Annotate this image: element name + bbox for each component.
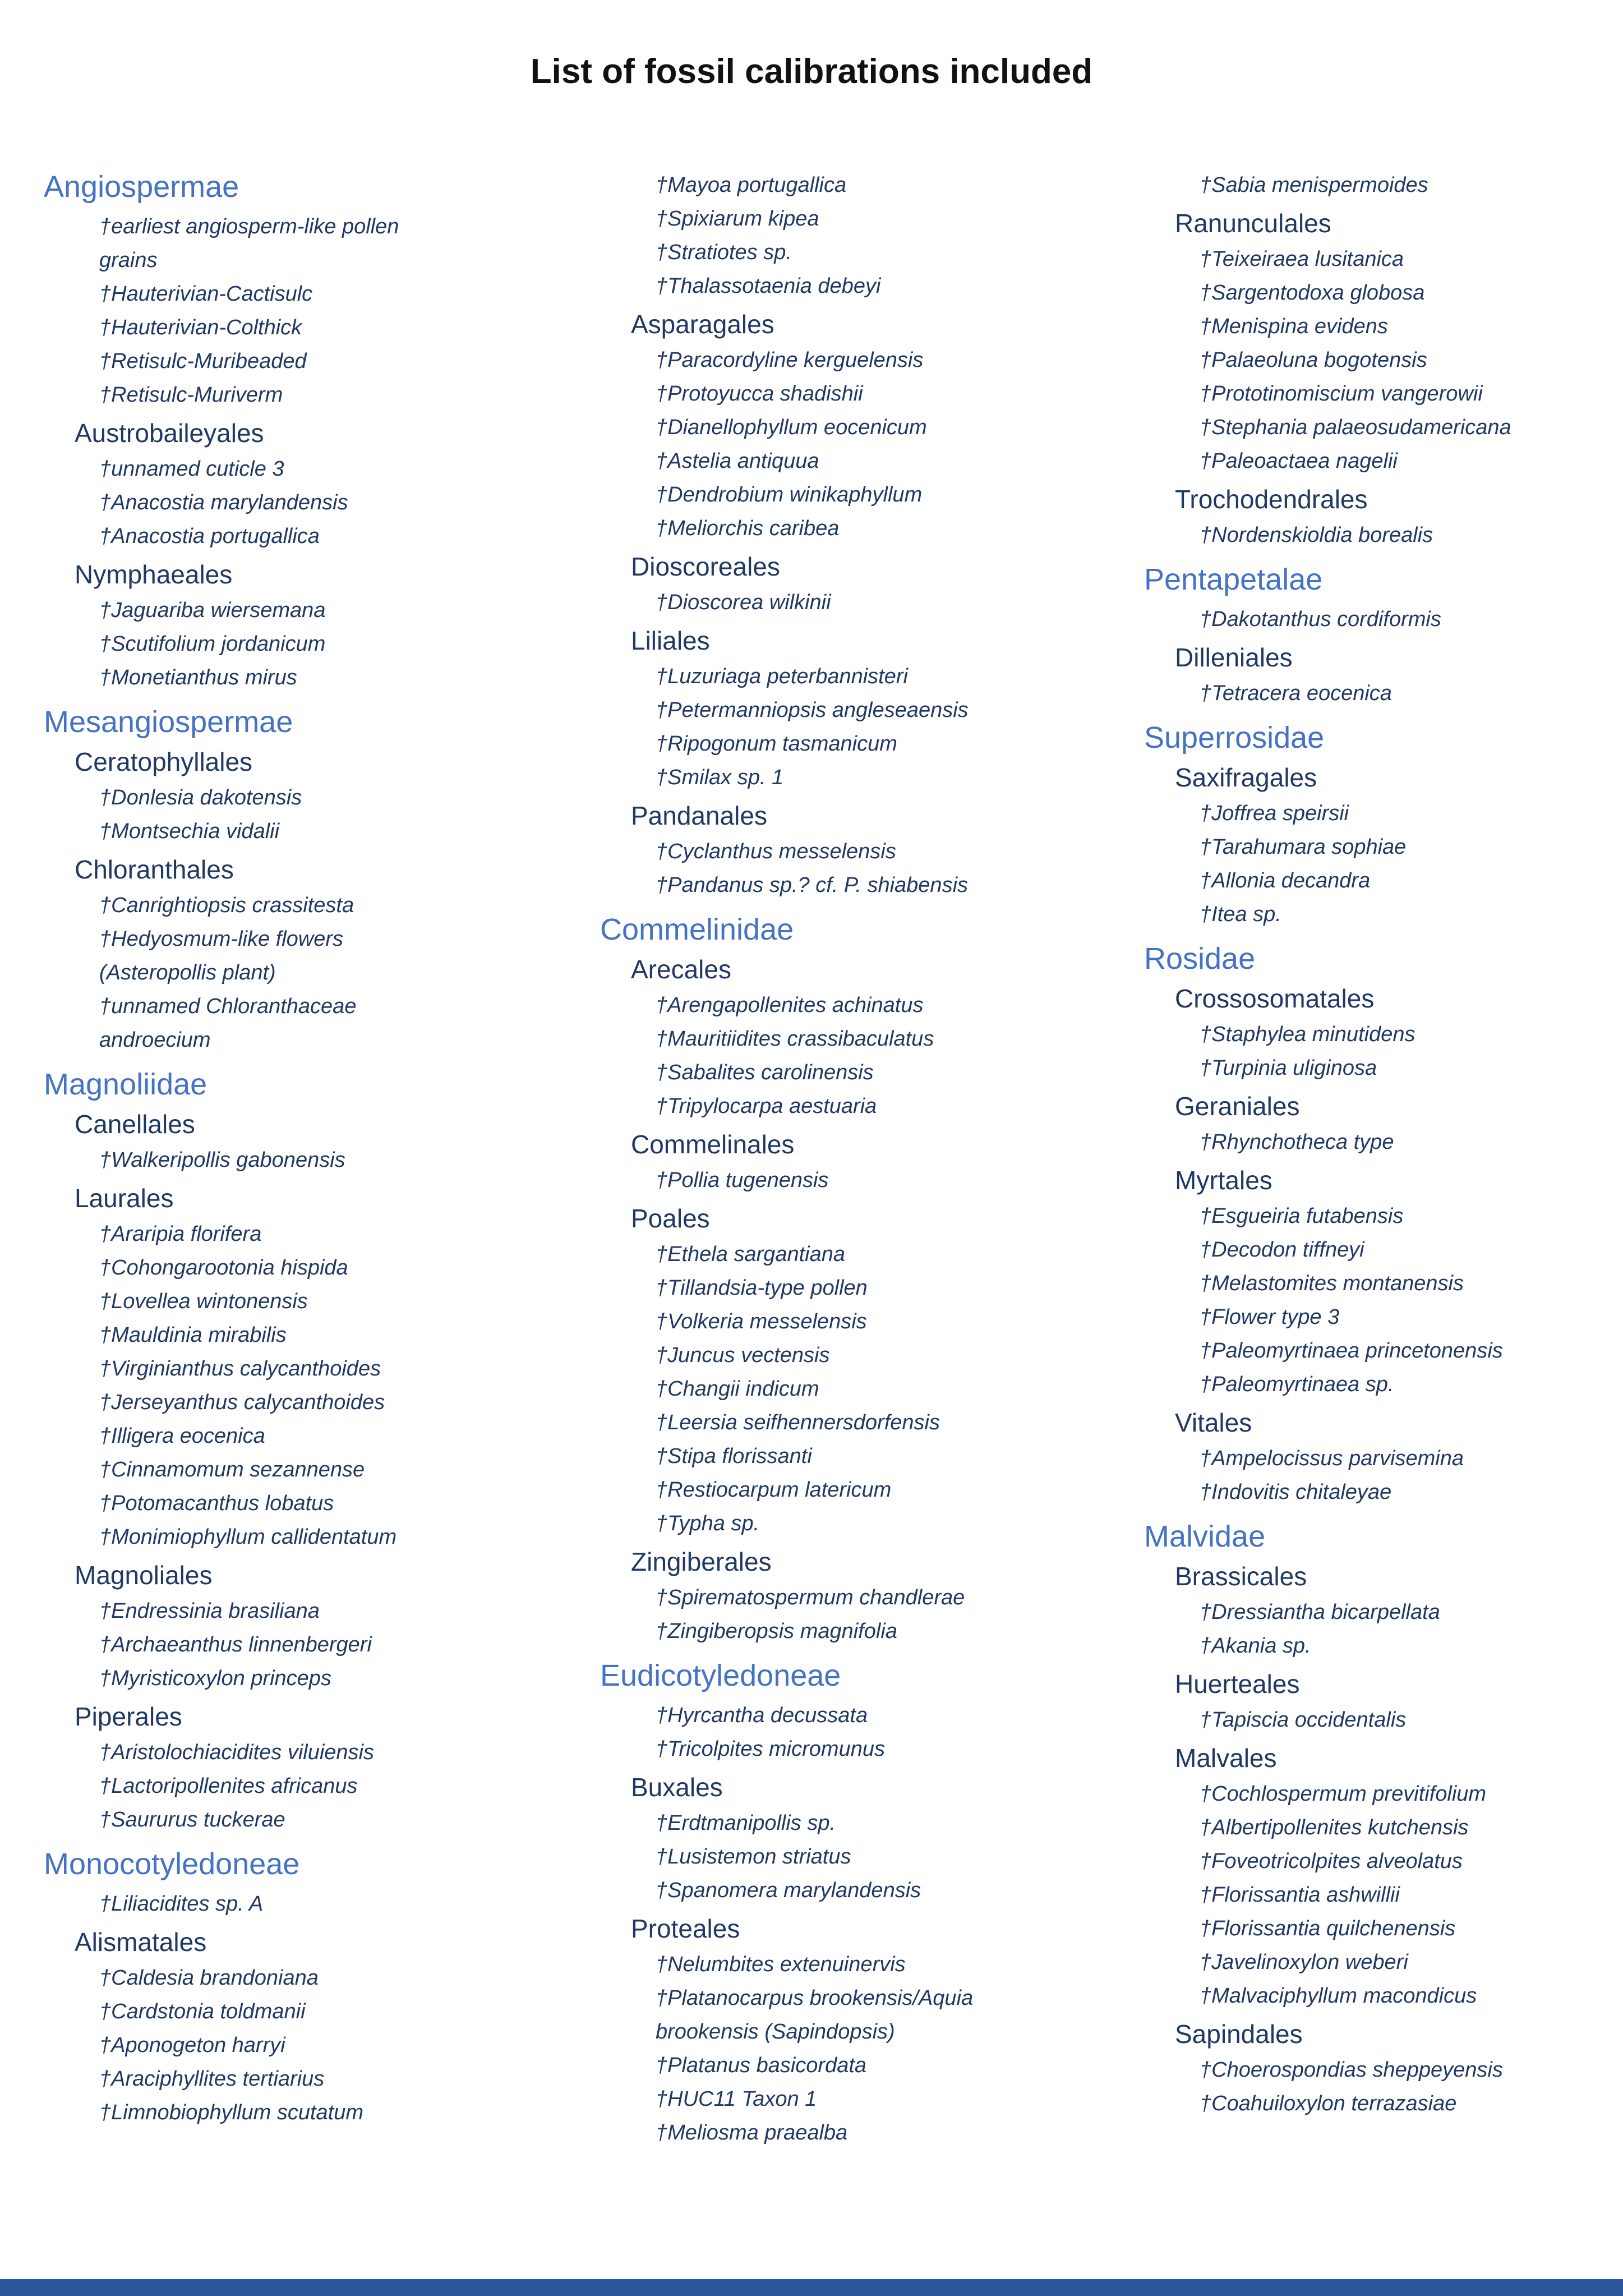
- order-heading: Austrobaileyales: [75, 418, 264, 448]
- clade-heading: Commelinidae: [600, 913, 794, 946]
- order-heading: Crossosomatales: [1175, 984, 1375, 1013]
- fossil-item: †Menispina evidens: [1200, 315, 1388, 338]
- fossil-item: †Sabalites carolinensis: [656, 1061, 874, 1084]
- fossil-item: †Ripogonum tasmanicum: [656, 732, 897, 756]
- column-left: [44, 168, 577, 2129]
- fossil-item: †Flower type 3: [1200, 1305, 1340, 1329]
- fossil-item: †Nordenskioldia borealis: [1200, 523, 1433, 547]
- fossil-item: †Platanus basicordata: [656, 2054, 867, 2077]
- fossil-item: †Teixeiraea lusitanica: [1200, 247, 1404, 271]
- fossil-item: †Mauldinia mirabilis: [99, 1323, 287, 1347]
- fossil-item: †Esgueiria futabensis: [1200, 1204, 1404, 1228]
- fossil-item: †Paleomyrtinaea princetonensis: [1200, 1339, 1503, 1363]
- fossil-item: †Tarahumara sophiae: [1200, 835, 1407, 859]
- fossil-item: †Foveotricolpites alveolatus: [1200, 1849, 1463, 1873]
- fossil-item: †Ethela sargantiana: [656, 1243, 846, 1266]
- fossil-item: †Paleomyrtinaea sp.: [1200, 1373, 1394, 1396]
- fossil-item: †Sargentodoxa globosa: [1200, 281, 1425, 305]
- fossil-item: †Tapiscia occidentalis: [1200, 1708, 1407, 1732]
- fossil-item: †Cyclanthus messelensis: [656, 840, 896, 863]
- fossil-item-line: brookensis (Sapindopsis): [656, 2020, 895, 2044]
- fossil-item: †Meliosma praealba: [656, 2121, 848, 2145]
- fossil-item: †Indovitis chitaleyae: [1200, 1480, 1392, 1504]
- fossil-item: †Retisulc-Muriverm: [99, 383, 283, 407]
- fossil-item: †Saururus tuckerae: [99, 1808, 285, 1832]
- fossil-item: †Donlesia dakotensis: [99, 786, 302, 809]
- fossil-item: †Myristicoxylon princeps: [99, 1667, 331, 1690]
- fossil-item: †Sabia menispermoides: [1200, 173, 1428, 197]
- fossil-item: †Anacostia portugallica: [99, 524, 320, 548]
- fossil-item: †Caldesia brandoniana: [99, 1966, 319, 1990]
- fossil-item: †Albertipollenites kutchensis: [1200, 1816, 1469, 1839]
- fossil-item: †Pandanus sp.? cf. P. shiabensis: [656, 873, 969, 897]
- fossil-item: †Dioscorea wilkinii: [656, 591, 831, 614]
- order-heading: Buxales: [631, 1773, 723, 1802]
- fossil-item: †Leersia seifhennersdorfensis: [656, 1411, 940, 1434]
- order-heading: Alismatales: [75, 1927, 207, 1957]
- fossil-item: †Cardstonia toldmanii: [99, 2000, 306, 2023]
- column-middle: [600, 168, 1133, 2150]
- order-heading: Poales: [631, 1204, 710, 1233]
- fossil-item: †Arengapollenites achinatus: [656, 993, 924, 1017]
- order-heading: Proteales: [631, 1914, 740, 1943]
- fossil-item: †Dianellophyllum eocenicum: [656, 416, 927, 439]
- fossil-item: †Luzuriaga peterbannisteri: [656, 665, 908, 688]
- fossil-item: †Dressiantha bicarpellata: [1200, 1600, 1440, 1624]
- fossil-item: †Araripia florifera: [99, 1222, 262, 1246]
- clade-heading: Eudicotyledoneae: [600, 1659, 841, 1692]
- order-heading: Pandanales: [631, 801, 767, 830]
- fossil-item: †Nelumbites extenuinervis: [656, 1953, 906, 1976]
- fossil-item: †Juncus vectensis: [656, 1343, 830, 1367]
- order-heading: Canellales: [75, 1110, 195, 1139]
- fossil-item: †Lusistemon striatus: [656, 1845, 851, 1869]
- fossil-item-line: grains: [99, 249, 158, 272]
- fossil-item: †Thalassotaenia debeyi: [656, 274, 881, 298]
- fossil-item: †Walkeripollis gabonensis: [99, 1148, 345, 1172]
- fossil-item: †Rhynchotheca type: [1200, 1130, 1394, 1154]
- fossil-item: †Stipa florissanti: [656, 1444, 812, 1468]
- order-heading: Commelinales: [631, 1130, 795, 1159]
- clade-heading: Monocotyledoneae: [44, 1847, 300, 1881]
- clade-heading: Superrosidae: [1144, 721, 1325, 754]
- fossil-item: †Stratiotes sp.: [656, 241, 792, 264]
- fossil-item: †Staphylea minutidens: [1200, 1023, 1415, 1046]
- fossil-item: †Ampelocissus parvisemina: [1200, 1447, 1464, 1470]
- fossil-item: †Tripylocarpa aestuaria: [656, 1094, 877, 1118]
- fossil-item: †Cohongarootonia hispida: [99, 1256, 348, 1280]
- order-heading: Ceratophyllales: [75, 747, 253, 776]
- order-heading: Asparagales: [631, 310, 774, 339]
- fossil-item: †Hauterivian-Colthick: [99, 316, 302, 339]
- clade-heading: Pentapetalae: [1144, 563, 1323, 596]
- fossil-item: †Tricolpites micromunus: [656, 1737, 885, 1761]
- order-heading: Vitales: [1175, 1408, 1252, 1437]
- order-heading: Huerteales: [1175, 1669, 1300, 1699]
- order-heading: Liliales: [631, 626, 710, 655]
- fossil-item: †Canrightiopsis crassitesta: [99, 894, 354, 917]
- fossil-item: †Joffrea speirsii: [1200, 802, 1349, 825]
- fossil-item: †Aponogeton harryi: [99, 2033, 285, 2057]
- order-heading: Geraniales: [1175, 1092, 1300, 1121]
- fossil-item: †Pollia tugenensis: [656, 1168, 829, 1192]
- order-heading: Laurales: [75, 1184, 174, 1213]
- column-right: [1144, 168, 1623, 2120]
- fossil-item: †HUC11 Taxon 1: [656, 2087, 817, 2111]
- fossil-item: †Cochlospermum previtifolium: [1200, 1782, 1487, 1806]
- fossil-item: [44, 990, 577, 1057]
- fossil-item: †Decodon tiffneyi: [1200, 1238, 1364, 1262]
- fossil-item: †Lovellea wintonensis: [99, 1290, 308, 1313]
- fossil-item: [600, 1981, 1133, 2049]
- order-heading: Chloranthales: [75, 855, 234, 884]
- fossil-item: †Jaguariba wiersemana: [99, 599, 326, 622]
- clade-heading: Magnoliidae: [44, 1068, 208, 1101]
- fossil-item: †Endressinia brasiliana: [99, 1599, 320, 1623]
- fossil-item: †Monetianthus mirus: [99, 666, 297, 689]
- fossil-item: †Scutifolium jordanicum: [99, 632, 326, 656]
- fossil-item: †Spixiarum kipea: [656, 207, 819, 231]
- fossil-item-line: (Asteropollis plant): [99, 961, 276, 984]
- fossil-item: †Coahuiloxylon terrazasiae: [1200, 2092, 1457, 2115]
- order-heading: Magnoliales: [75, 1561, 213, 1590]
- fossil-item: †Archaeanthus linnenbergeri: [99, 1633, 372, 1657]
- order-heading: Dilleniales: [1175, 643, 1293, 672]
- fossil-item: †Malvaciphyllum macondicus: [1200, 1984, 1477, 2008]
- fossil-item: †Dakotanthus cordiformis: [1200, 608, 1441, 631]
- bottom-bar: [0, 2279, 1623, 2296]
- fossil-item: †Florissantia quilchenensis: [1200, 1917, 1456, 1940]
- fossil-item: †Paleoactaea nagelii: [1200, 449, 1398, 473]
- fossil-item: †Meliorchis caribea: [656, 517, 840, 540]
- fossil-item-line: †Hedyosmum-like flowers: [99, 927, 344, 951]
- fossil-item-line: androecium: [99, 1028, 211, 1052]
- fossil-item: †Petermanniopsis angleseaensis: [656, 698, 969, 722]
- fossil-item: †Anacostia marylandensis: [99, 491, 348, 514]
- fossil-item: †Astelia antiquua: [656, 449, 819, 473]
- fossil-item: †Choerospondias sheppeyensis: [1200, 2058, 1503, 2082]
- fossil-item: †Spanomera marylandensis: [656, 1879, 921, 1902]
- fossil-item: †Monimiophyllum callidentatum: [99, 1525, 397, 1549]
- fossil-item: †Typha sp.: [656, 1512, 760, 1535]
- fossil-item: †Dendrobium winikaphyllum: [656, 483, 923, 507]
- fossil-item: †Araciphyllites tertiarius: [99, 2067, 325, 2091]
- fossil-item: †Lactoripollenites africanus: [99, 1774, 358, 1798]
- fossil-item: †Allonia decandra: [1200, 869, 1371, 892]
- fossil-item: †Mauritiidites crassibaculatus: [656, 1027, 934, 1051]
- fossil-item: [44, 922, 577, 990]
- fossil-item: †Itea sp.: [1200, 903, 1281, 926]
- order-heading: Dioscoreales: [631, 552, 780, 581]
- fossil-item: †Hyrcantha decussata: [656, 1704, 868, 1727]
- fossil-item: †Javelinoxylon weberi: [1200, 1950, 1408, 1974]
- fossil-item: †Cinnamomum sezannense: [99, 1458, 365, 1481]
- clade-heading: Angiospermae: [44, 170, 239, 204]
- fossil-item: †Erdtmanipollis sp.: [656, 1811, 836, 1835]
- fossil-item-line: †earliest angiosperm-like pollen: [99, 215, 399, 238]
- fossil-item: †Tillandsia-type pollen: [656, 1276, 868, 1300]
- order-heading: Brassicales: [1175, 1562, 1307, 1591]
- fossil-item: †Mayoa portugallica: [656, 173, 847, 197]
- fossil-item: †Stephania palaeosudamericana: [1200, 416, 1511, 439]
- order-heading: Saxifragales: [1175, 763, 1317, 792]
- order-heading: Piperales: [75, 1702, 182, 1731]
- fossil-item: †Volkeria messelensis: [656, 1310, 867, 1333]
- clade-heading: Mesangiospermae: [44, 705, 293, 739]
- fossil-item: †Protoyucca shadishii: [656, 382, 863, 406]
- fossil-item: †Potomacanthus lobatus: [99, 1492, 334, 1515]
- fossil-item: †Restiocarpum latericum: [656, 1478, 892, 1502]
- fossil-item: †Palaeoluna bogotensis: [1200, 348, 1427, 372]
- fossil-item: †Virginianthus calycanthoides: [99, 1357, 381, 1381]
- order-heading: Myrtales: [1175, 1166, 1272, 1195]
- fossil-item: †Limnobiophyllum scutatum: [99, 2101, 364, 2124]
- clade-heading: Malvidae: [1144, 1520, 1266, 1553]
- order-heading: Arecales: [631, 955, 731, 984]
- fossil-item: †Hauterivian-Cactisulc: [99, 282, 313, 306]
- fossil-item-line: †Platanocarpus brookensis/Aquia: [656, 1986, 974, 2010]
- fossil-item: †Florissantia ashwillii: [1200, 1883, 1400, 1907]
- fossil-item: †Montsechia vidalii: [99, 820, 280, 843]
- clade-heading: Rosidae: [1144, 942, 1256, 976]
- fossil-item: †Jerseyanthus calycanthoides: [99, 1391, 385, 1414]
- page-title: List of fossil calibrations included: [530, 52, 1093, 91]
- order-heading: Ranunculales: [1175, 209, 1331, 238]
- fossil-item: †Turpinia uliginosa: [1200, 1056, 1377, 1080]
- order-heading: Sapindales: [1175, 2019, 1303, 2049]
- order-heading: Zingiberales: [631, 1547, 772, 1576]
- fossil-item: †Prototinomiscium vangerowii: [1200, 382, 1483, 406]
- fossil-item: †Paracordyline kerguelensis: [656, 348, 924, 372]
- fossil-item: †Spirematospermum chandlerae: [656, 1586, 965, 1609]
- fossil-item: †Aristolochiacidites viluiensis: [99, 1741, 374, 1764]
- fossil-item: [44, 210, 577, 277]
- order-heading: Nymphaeales: [75, 560, 233, 589]
- fossil-item: †unnamed cuticle 3: [99, 457, 284, 481]
- fossil-item: †Illigera eocenica: [99, 1424, 265, 1448]
- order-heading: Trochodendrales: [1175, 485, 1368, 514]
- fossil-item: †Melastomites montanensis: [1200, 1272, 1464, 1295]
- order-heading: Malvales: [1175, 1743, 1277, 1773]
- fossil-item: †Changii indicum: [656, 1377, 819, 1401]
- fossil-item-line: †unnamed Chloranthaceae: [99, 995, 357, 1018]
- fossil-item: †Tetracera eocenica: [1200, 682, 1392, 705]
- fossil-item: †Retisulc-Muribeaded: [99, 349, 307, 373]
- fossil-item: †Akania sp.: [1200, 1634, 1311, 1658]
- fossil-item: †Liliacidites sp. A: [99, 1892, 264, 1916]
- fossil-item: †Smilax sp. 1: [656, 766, 784, 789]
- fossil-item: †Zingiberopsis magnifolia: [656, 1619, 897, 1643]
